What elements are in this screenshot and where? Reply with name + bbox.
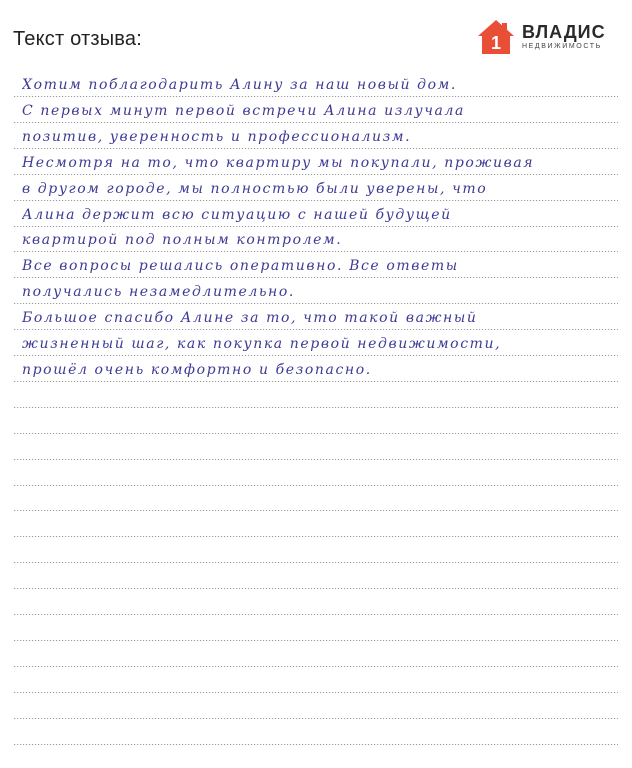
review-line: получались незамедлительно. xyxy=(22,284,295,300)
review-line: Хотим поблагодарить Алину за наш новый дом. xyxy=(22,77,457,93)
review-line: Большое спасибо Алине за то, что такой важный xyxy=(22,310,478,326)
review-line: позитив, уверенность и профессионализм. xyxy=(22,129,412,145)
review-line: в другом городе, мы полностью были уверены, что xyxy=(22,181,488,197)
review-line: Несмотря на то, что квартиру мы покупали, проживая xyxy=(22,155,535,171)
review-line: прошёл очень комфортно и безопасно. xyxy=(22,362,372,378)
svg-text:1: 1 xyxy=(490,33,502,53)
logo-name: ВЛАДИС xyxy=(522,22,606,42)
review-line: квартирой под полным контролем. xyxy=(22,232,343,248)
review-line: Алина держит всю ситуацию с нашей будущей xyxy=(22,207,452,223)
page-title: Текст отзыва: xyxy=(13,28,142,50)
logo-subtitle: НЕДВИЖИМОСТЬ xyxy=(522,43,602,50)
review-line: жизненный шаг, как покупка первой недвижимости, xyxy=(22,336,502,352)
review-line: Все вопросы решались оперативно. Все ответы xyxy=(22,258,459,274)
review-line: С первых минут первой встречи Алина излучала xyxy=(22,103,465,119)
